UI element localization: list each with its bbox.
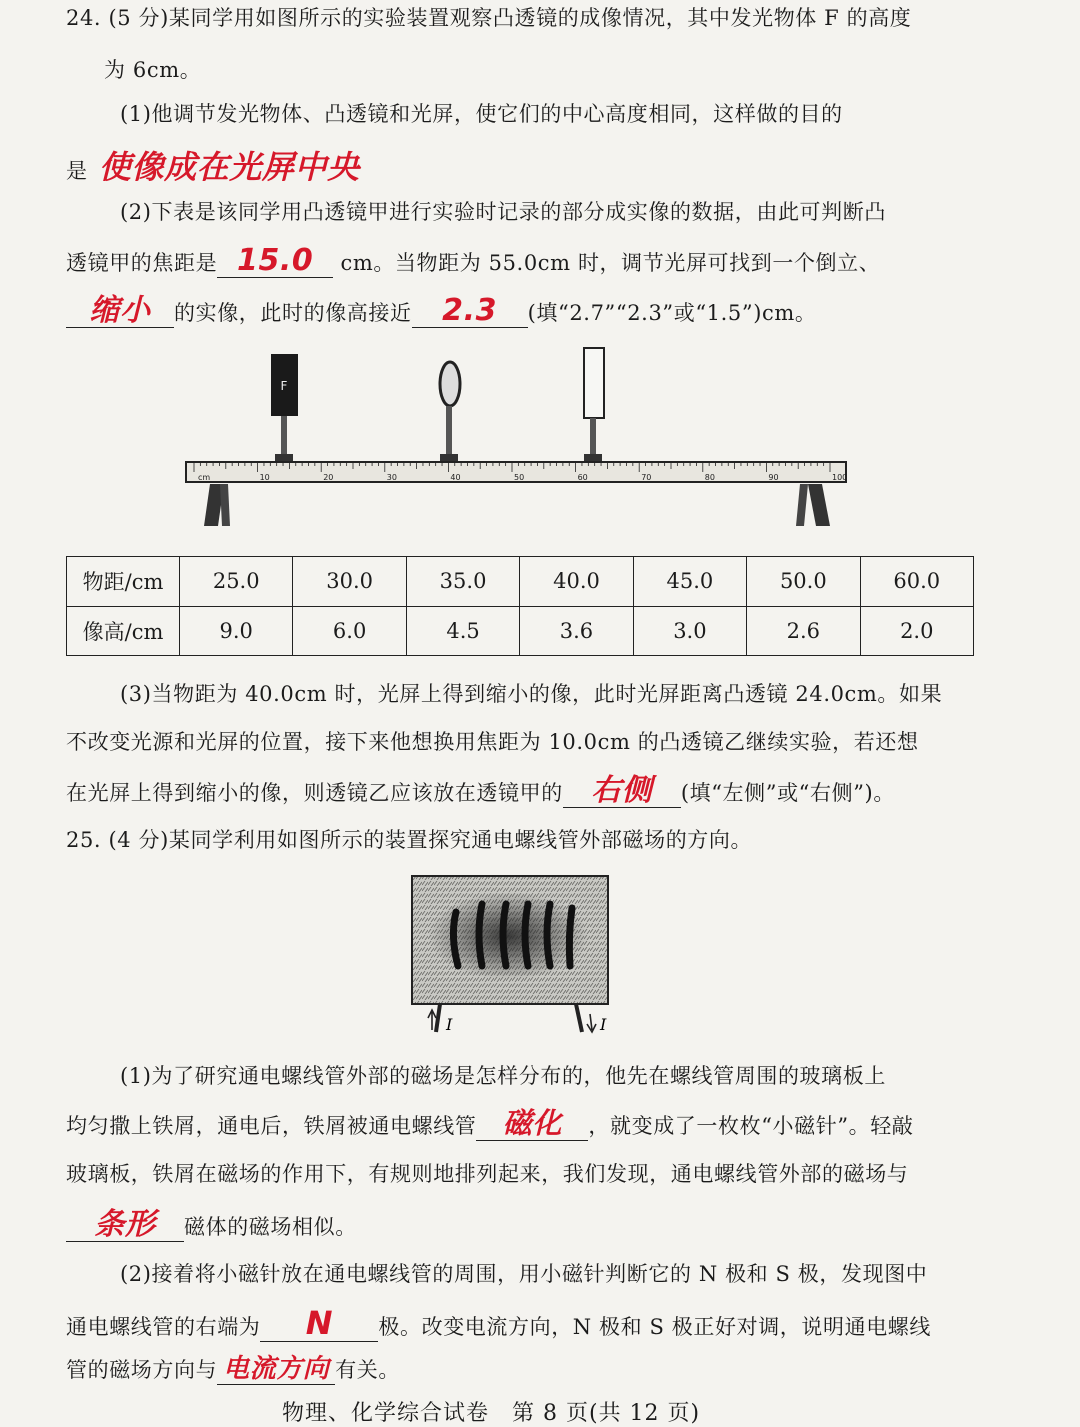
ruler-tick-label: 10 <box>259 473 270 482</box>
table-cell: 6.0 <box>293 606 406 656</box>
magnet-type-blank <box>66 1208 184 1242</box>
table-cell: 45.0 <box>633 557 746 607</box>
ruler-tick-label: 20 <box>323 473 334 482</box>
ruler-tick-label: 90 <box>768 473 779 482</box>
current-direction-blank <box>217 1355 335 1385</box>
ruler-tick-label: 60 <box>577 473 588 482</box>
table-cell: 25.0 <box>180 557 293 607</box>
q25-answer-pole: N <box>305 1304 334 1342</box>
q25-answer-magnet-type: 条形 <box>94 1207 156 1242</box>
q24-part3-line3: 在光屏上得到缩小的像，则透镜乙应该放在透镜甲的 右侧 (填“左侧”或“右侧”)。 <box>66 773 895 808</box>
table-cell: 35.0 <box>406 557 519 607</box>
ruler-tick-label: 70 <box>641 473 652 482</box>
q25-part1-line3: 玻璃板，铁屑在磁场的作用下，有规则地排列起来，我们发现，通电螺线管外部的磁场与 <box>66 1162 909 1186</box>
q25-answer-current-direction: 电流方向 <box>223 1354 330 1384</box>
table-cell: 2.0 <box>860 606 973 656</box>
table-row-label: 物距/cm <box>67 557 180 607</box>
q24-heading: 24. (5 分)某同学用如图所示的实验装置观察凸透镜的成像情况，其中发光物体 F 的高度 <box>66 6 912 30</box>
q24-part1-answer-line: 是 使像成在光屏中央 <box>66 142 360 188</box>
ruler-tick-label: 40 <box>450 473 461 482</box>
table-row <box>67 557 974 607</box>
data-table <box>66 556 974 656</box>
q24-answer-1: 使像成在光屏中央 <box>98 148 360 186</box>
svg-text:F: F <box>280 379 288 393</box>
table-cell: 60.0 <box>860 557 973 607</box>
ruler-tick-label: 80 <box>704 473 715 482</box>
table-cell: 9.0 <box>180 606 293 656</box>
focal-length-blank <box>217 244 333 278</box>
q25-part1-line2: 均匀撒上铁屑，通电后，铁屑被通电螺线管 磁化 ，就变成了一枚枚“小磁针”。轻敲 <box>66 1106 914 1140</box>
q25-part2: (2)接着将小磁针放在通电螺线管的周围，用小磁针判断它的 N 极和 S 极，发现图中 <box>120 1262 928 1286</box>
q24-part2-line3: 缩小 的实像，此时的像高接近 2.3 (填“2.7”“2.3”或“1.5”)cm。 <box>66 294 816 328</box>
q24-part3: (3)当物距为 40.0cm 时，光屏上得到缩小的像，此时光屏距离凸透镜 24.0cm。如果 <box>120 682 943 706</box>
table-cell: 30.0 <box>293 557 406 607</box>
q25-part1: (1)为了研究通电螺线管外部的磁场是怎样分布的，他先在螺线管周围的玻璃板上 <box>120 1064 886 1088</box>
table-row <box>67 606 974 656</box>
q25-answer-magnetize: 磁化 <box>502 1106 562 1140</box>
current-label-right: I <box>600 1015 607 1034</box>
ruler-tick-label: 50 <box>514 473 525 482</box>
q24-answer-image-type: 缩小 <box>89 293 151 328</box>
table-cell: 2.6 <box>747 606 860 656</box>
magnetize-blank <box>476 1108 588 1141</box>
q24-part2-line2: 透镜甲的焦距是 15.0 cm。当物距为 55.0cm 时，调节光屏可找到一个倒立、 <box>66 243 881 278</box>
ruler-tick-label: cm <box>198 473 211 482</box>
ruler-tick-label: 100 <box>832 473 848 482</box>
table-cell: 3.0 <box>633 606 746 656</box>
light-screen <box>584 348 604 418</box>
table-cell: 4.5 <box>406 606 519 656</box>
q24-part3-line2: 不改变光源和光屏的位置，接下来他想换用焦距为 10.0cm 的凸透镜乙继续实验，若还想 <box>66 730 919 754</box>
convex-lens <box>440 362 460 406</box>
image-type-blank <box>66 294 174 328</box>
q24-heading-cont: 为 6cm。 <box>104 58 202 82</box>
q25-part1-line4: 条形 磁体的磁场相似。 <box>66 1208 357 1242</box>
pole-blank <box>260 1306 378 1342</box>
q24-part1: (1)他调节发光物体、凸透镜和光屏，使它们的中心高度相同，这样做的目的 <box>120 102 843 126</box>
q24-answer-focal: 15.0 <box>236 243 314 278</box>
table-cell: 50.0 <box>747 557 860 607</box>
q25-part2-line3: 管的磁场方向与 电流方向 有关。 <box>66 1354 401 1384</box>
current-label-left: I <box>446 1015 453 1034</box>
table-cell: 3.6 <box>520 606 633 656</box>
q24-part2: (2)下表是该同学用凸透镜甲进行实验时记录的部分成实像的数据，由此可判断凸 <box>120 200 886 224</box>
q24-answer-image-height: 2.3 <box>442 293 498 328</box>
page-footer: 物理、化学综合试卷 第 8 页(共 12 页) <box>282 1401 701 1426</box>
q25-part2-line2: 通电螺线管的右端为 N 极。改变电流方向，N 极和 S 极正好对调，说明通电螺线 <box>66 1304 931 1342</box>
q24-answer-lens-side: 右侧 <box>591 773 653 808</box>
ruler-tick-label: 30 <box>386 473 397 482</box>
table-row-label: 像高/cm <box>67 606 180 656</box>
bench-leg-right <box>808 484 830 526</box>
optical-bench-figure <box>180 344 850 534</box>
solenoid-figure <box>410 874 618 1036</box>
image-height-blank <box>412 294 528 328</box>
lens-side-blank <box>563 774 681 808</box>
table-cell: 40.0 <box>520 557 633 607</box>
q25-heading: 25. (4 分)某同学利用如图所示的装置探究通电螺线管外部磁场的方向。 <box>66 828 753 852</box>
